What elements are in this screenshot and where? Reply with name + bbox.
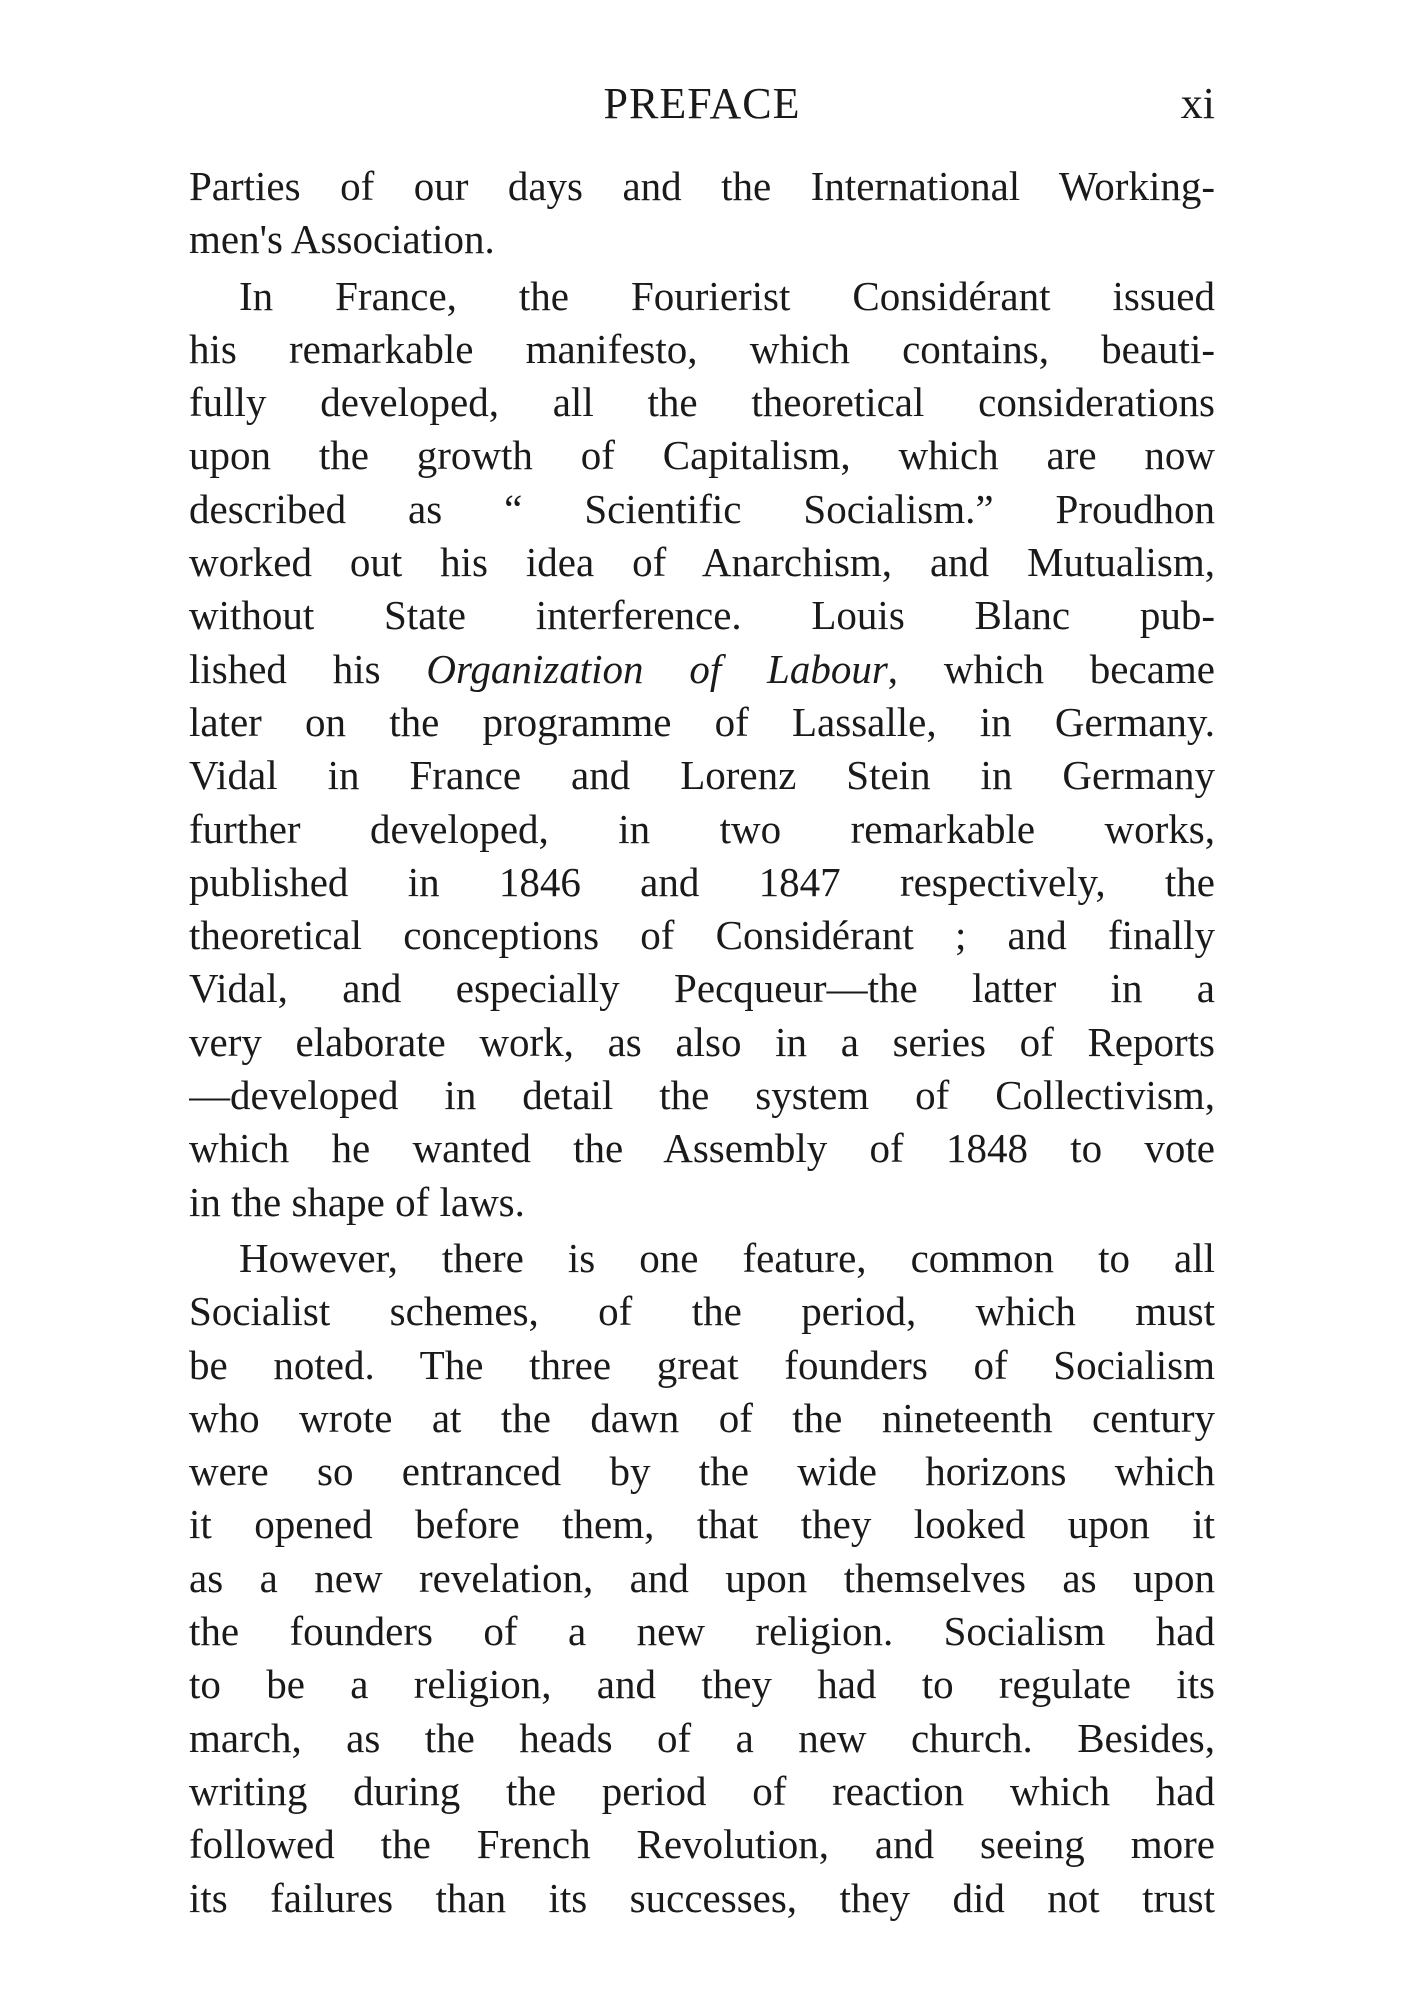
book-title: Organization of Labour xyxy=(426,645,888,692)
text-line: published in 1846 and 1847 respectively, the xyxy=(189,858,1215,905)
text-line: Socialist schemes, of the period, which must xyxy=(189,1288,1215,1335)
page-header xyxy=(189,74,1215,134)
text-line: Parties of our days and the International Working- xyxy=(189,163,1215,209)
text-line: upon the growth of Capitalism, which are now xyxy=(189,432,1215,479)
text-line: were so entranced by the wide horizons which xyxy=(189,1448,1215,1495)
text-line: men's Association. xyxy=(189,216,495,263)
text-line: without State interference. Louis Blanc pub- xyxy=(189,592,1215,639)
text-line: its failures than its successes, they did not trust xyxy=(189,1874,1215,1921)
text-line: However, there is one feature, common to all xyxy=(239,1234,1215,1281)
text-line: theoretical conceptions of Considérant ; and finally xyxy=(189,912,1215,959)
text-run: , which became xyxy=(887,645,1215,692)
text-line: writing during the period of reaction which had xyxy=(189,1767,1215,1814)
text-line: his remarkable manifesto, which contains, beauti- xyxy=(189,325,1215,372)
text-line: fully developed, all the theoretical considerations xyxy=(189,379,1215,426)
text-line: later on the programme of Lassalle, in Germany. xyxy=(189,698,1215,745)
text-line: In France, the Fourierist Considérant issued xyxy=(239,272,1215,319)
text-line: further developed, in two remarkable works, xyxy=(189,805,1215,852)
text-line: which he wanted the Assembly of 1848 to vote xyxy=(189,1125,1215,1172)
text-line xyxy=(189,643,1215,696)
page-number: xi xyxy=(1180,79,1215,128)
text-line: worked out his idea of Anarchism, and Mutualism, xyxy=(189,539,1215,586)
text-line: as a new revelation, and upon themselves as upon xyxy=(189,1554,1215,1601)
body-text xyxy=(189,160,1215,1925)
text-run: lished his xyxy=(189,645,427,692)
text-line: Vidal, and especially Pecqueur—the latter in a xyxy=(189,965,1215,1012)
text-line: the founders of a new religion. Socialism had xyxy=(189,1608,1215,1655)
text-line: march, as the heads of a new church. Besides, xyxy=(189,1714,1215,1761)
text-line: Vidal in France and Lorenz Stein in Germany xyxy=(189,752,1215,799)
running-head: PREFACE xyxy=(603,79,801,128)
text-line: who wrote at the dawn of the nineteenth century xyxy=(189,1394,1215,1441)
text-line: be noted. The three great founders of Socialism xyxy=(189,1341,1215,1388)
text-line: to be a religion, and they had to regulate its xyxy=(189,1661,1215,1708)
text-line: —developed in detail the system of Collectivism, xyxy=(189,1072,1215,1119)
text-line: very elaborate work, as also in a series of Reports xyxy=(189,1018,1215,1065)
text-line: followed the French Revolution, and seeing more xyxy=(189,1821,1215,1868)
text-line: it opened before them, that they looked upon it xyxy=(189,1501,1215,1548)
text-line: described as “ Scientific Socialism.” Proudhon xyxy=(189,485,1215,532)
text-line: in the shape of laws. xyxy=(189,1178,525,1225)
